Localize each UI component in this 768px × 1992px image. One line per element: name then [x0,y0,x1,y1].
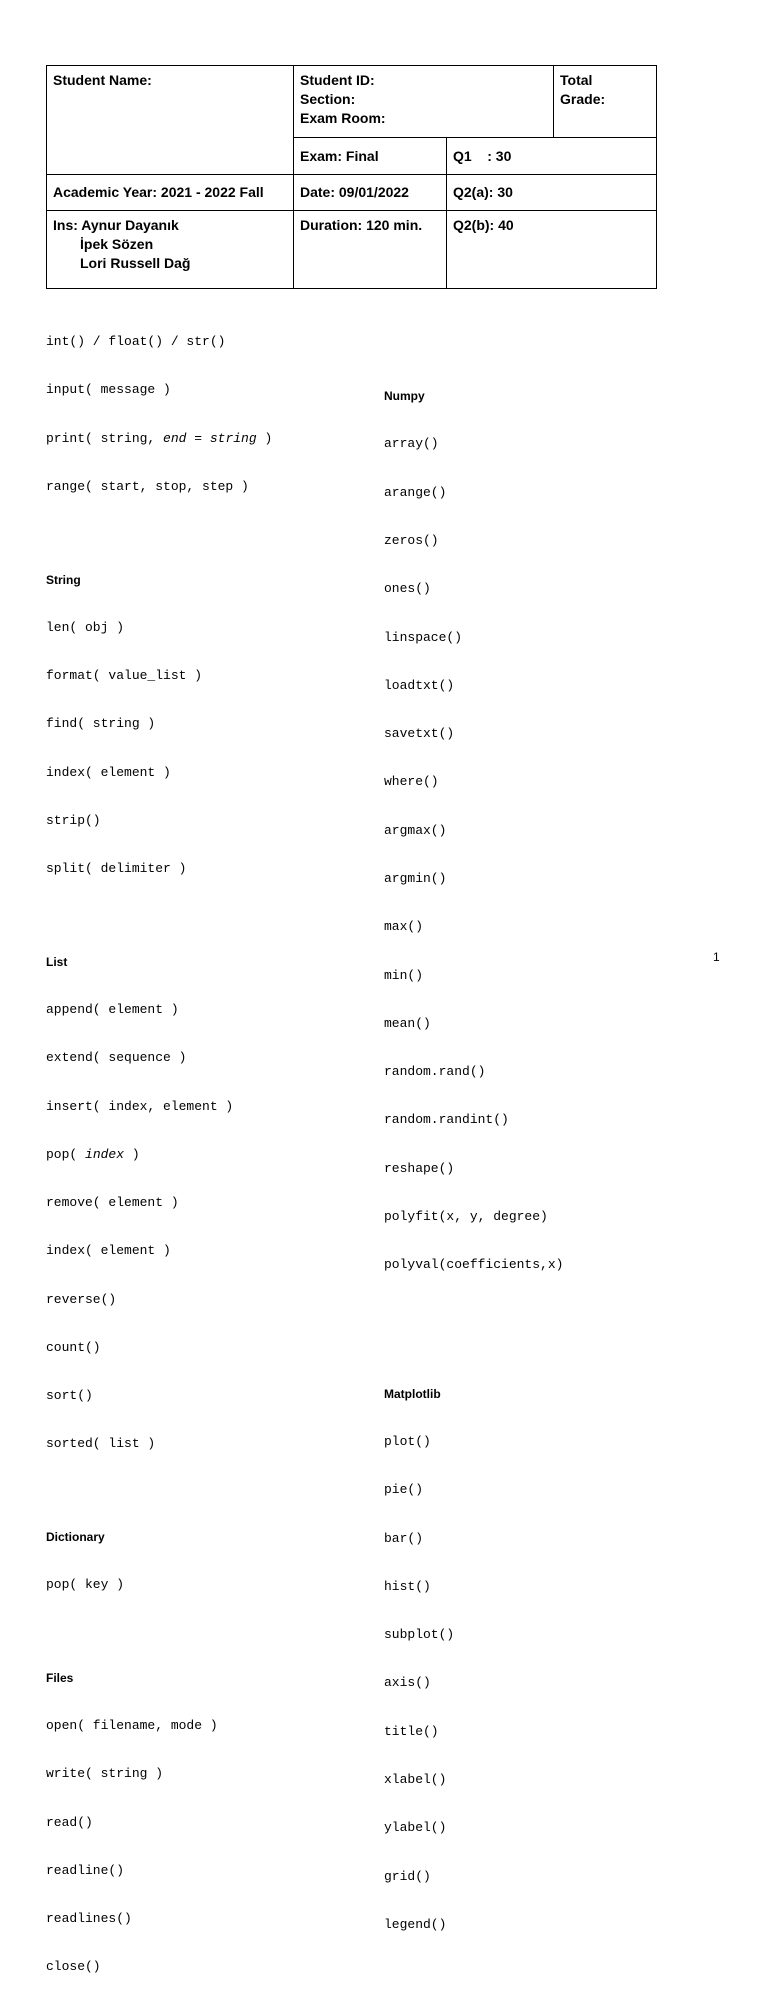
code-line: pop( key ) [46,1577,125,1593]
code-line: split( delimiter ) [46,861,187,877]
code-line: remove( element ) [46,1195,179,1211]
section-heading: Dictionary [46,1529,105,1544]
section-heading: Files [46,1670,74,1685]
left-reference-column [46,302,272,1992]
duration-cell [294,211,447,289]
code-line: xlabel() [384,1771,447,1787]
code-line: format( value_list ) [46,668,203,684]
code-line: reshape() [384,1160,455,1176]
code-line: sorted( list ) [46,1436,156,1452]
grade-label: Grade: [560,91,606,107]
q1-cell [447,138,657,175]
instructor-3: Lori Russell Dağ [80,255,191,271]
right-reference-column [384,356,563,1949]
code-line: min() [384,967,424,983]
code-line: random.randint() [384,1112,509,1128]
section-heading: List [46,954,68,969]
instructor-2: İpek Sözen [80,236,154,252]
code-line: index( element ) [46,1243,171,1259]
code-line: legend() [384,1916,447,1932]
code-line: polyfit(x, y, degree) [384,1208,548,1224]
student-name-label: Student Name: [53,72,152,88]
date-cell [294,175,447,211]
code-line: int() / float() / str() [46,334,226,350]
code-line: input( message ) [46,382,171,398]
code-line: hist() [384,1578,431,1594]
code-line: insert( index, element ) [46,1098,234,1114]
code-line: ylabel() [384,1820,447,1836]
academic-year-label: Academic Year: 2021 - 2022 Fall [53,184,264,200]
total-label: Total [560,72,593,88]
code-line: arange() [384,484,447,500]
code-line: grid() [384,1868,431,1884]
q2b-cell [447,211,657,289]
instructors-cell [47,211,294,289]
instructor-1: Ins: Aynur Dayanık [53,217,179,233]
code-line: pie() [384,1482,424,1498]
code-line: mean() [384,1015,431,1031]
code-line: zeros() [384,533,439,549]
exam-header-table [46,65,657,289]
date-label: Date: 09/01/2022 [300,184,409,200]
code-line: reverse() [46,1291,117,1307]
code-line: extend( sequence ) [46,1050,187,1066]
section-heading: Matplotlib [384,1386,441,1401]
code-line: len( obj ) [46,619,125,635]
code-line: append( element ) [46,1001,179,1017]
code-line: loadtxt() [384,677,455,693]
section-label: Section: [300,91,356,107]
code-line: range( start, stop, step ) [46,479,249,495]
total-grade-cell [554,66,657,138]
exam-cell [294,138,447,175]
code-line: count() [46,1339,101,1355]
page-number: 1 [713,950,720,964]
exam-room-label: Exam Room: [300,110,386,126]
student-info-cell [294,66,554,138]
code-line: pop( index ) [46,1146,140,1162]
code-line: argmax() [384,822,447,838]
code-line: print( string, end = string ) [46,430,273,446]
code-line: array() [384,436,439,452]
code-line: subplot() [384,1627,455,1643]
code-line: polyval(coefficients,x) [384,1257,564,1273]
code-line: savetxt() [384,726,455,742]
exam-label: Exam: Final [300,147,379,164]
code-line: read() [46,1814,93,1830]
q2a-cell [447,175,657,211]
academic-year-cell [47,175,294,211]
code-line: bar() [384,1530,424,1546]
student-name-cell [47,66,294,175]
q2b-label: Q2(b): 40 [453,217,514,233]
q1-label: Q1 : 30 [453,147,512,164]
section-heading: String [46,572,81,587]
code-line: title() [384,1723,439,1739]
code-line: axis() [384,1675,431,1691]
code-line: sort() [46,1388,93,1404]
q2a-label: Q2(a): 30 [453,184,513,200]
code-line: find( string ) [46,716,156,732]
student-id-label: Student ID: [300,72,375,88]
code-line: readlines() [46,1911,132,1927]
code-line: argmin() [384,871,447,886]
code-line: random.rand() [384,1064,486,1080]
code-line: close() [46,1959,101,1975]
code-line: plot() [384,1434,431,1449]
code-line: where() [384,774,439,790]
code-line: open( filename, mode ) [46,1717,218,1733]
section-heading: Numpy [384,389,425,404]
code-line: ones() [384,581,431,597]
code-line: max() [384,919,424,935]
code-line: write( string ) [46,1766,164,1782]
duration-label: Duration: 120 min. [300,217,423,233]
code-line: index( element ) [46,764,171,780]
code-line: strip() [46,812,101,828]
code-line: readline() [46,1862,125,1878]
code-line: linspace() [384,629,463,645]
